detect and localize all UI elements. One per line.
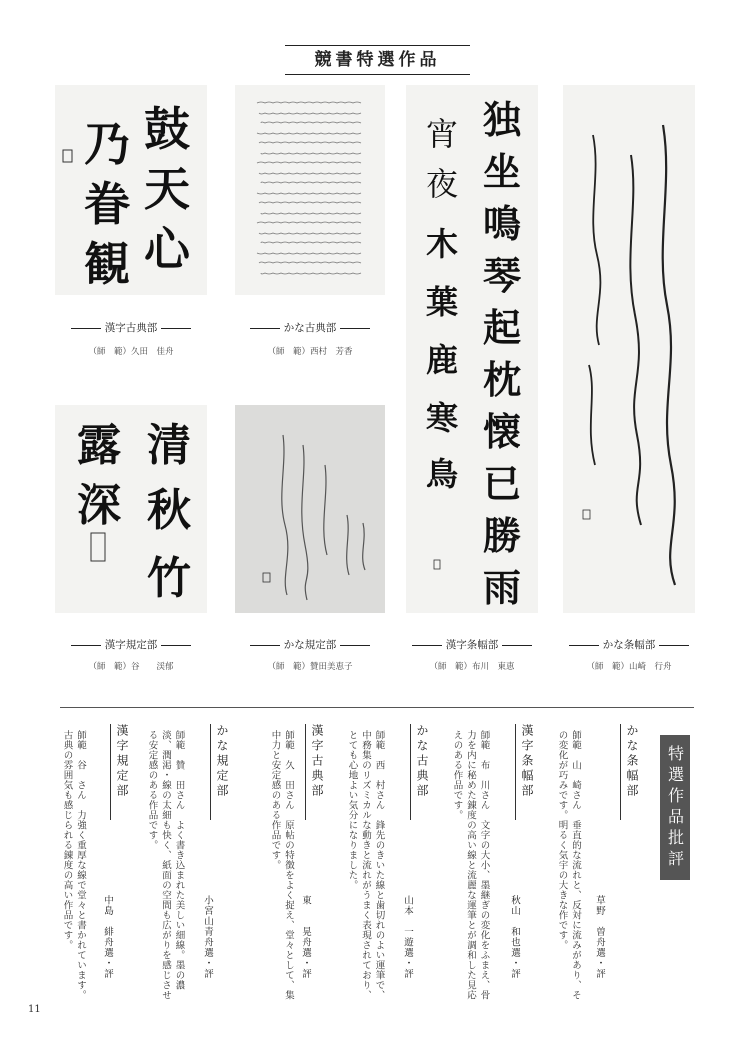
category-label: 漢字古典部 (55, 320, 207, 336)
calligraphy-char: 琴 (482, 253, 522, 298)
calligraphy-char: 眷 (84, 177, 130, 231)
calligraphy-char: 夜 (425, 165, 459, 203)
brush-stroke (324, 465, 327, 555)
kana-text-line (261, 153, 361, 154)
category-label: かな古典部 (235, 320, 385, 336)
seal-stamp (434, 560, 440, 569)
teacher-name: （師 範）布川 東恵 (429, 662, 515, 672)
teacher-name: （師 範）久田 佳舟 (88, 347, 174, 357)
critique-signature: 秋山 和也選・評 (509, 895, 520, 979)
seal-stamp (583, 510, 590, 519)
critique-body: 師範 布 川さん 文字の大小、墨継ぎの変化をふまえ、骨力を内に秘めた錬度の高い線と流麗な運筆とが調和した見応えのある作品です。 (451, 730, 490, 1000)
page-title: 競書特選作品 (314, 50, 441, 70)
calligraphy-char: 観 (84, 237, 130, 291)
calligraphy-char: 葉 (425, 283, 459, 321)
critique-signature: 小宮山青舟選・評 (202, 895, 213, 979)
seal-stamp (263, 573, 270, 582)
critique-body: 師範 贊 田さん よく書き込まれた美しい細線。墨の濃淡、潤渇・線の太細も快く、紙面の空間も広がりを感じさせる安定感のある作品です。 (146, 730, 185, 1000)
critique-dept: かな条幅部 (620, 724, 641, 820)
kana-text-line (261, 122, 361, 123)
brush-stroke (630, 155, 641, 525)
critique-dept: かな規定部 (210, 724, 231, 820)
page-number: 11 (28, 1004, 41, 1015)
calligraphy-char: 心 (144, 222, 190, 276)
artwork-kana-joufuku (563, 85, 695, 613)
calligraphy-char: 乃 (84, 117, 130, 171)
calligraphy-char: 露 (77, 420, 121, 471)
critique-body: 師範 久 田さん 原帖の特徴をよく捉え、堂々として、集中力と安定感のある作品です。 (269, 730, 294, 1000)
critique-body: 師範 山 崎さん 垂直的な流れと、反対に流みがあり、その変化が巧みです。明るく気宇の大きな作です。 (556, 730, 581, 1000)
kana-text-line (261, 182, 361, 183)
calligraphy-char: 雨 (482, 565, 522, 610)
teacher-name: （師 範）西村 芳香 (267, 347, 353, 357)
kana-text-line (261, 213, 361, 214)
calligraphy-char: 枕 (482, 357, 522, 402)
brush-stroke (663, 125, 675, 585)
critique-heading-badge (660, 735, 690, 880)
critique-signature: 草野 曽舟選・評 (594, 895, 605, 979)
calligraphy-char: 竹 (147, 553, 191, 604)
brush-stroke (593, 135, 600, 345)
calligraphy-char: 深 (77, 480, 121, 531)
kana-text-line (261, 242, 361, 243)
brush-stroke (347, 515, 349, 575)
calligraphy-char: 起 (482, 305, 522, 350)
section-divider (60, 707, 694, 708)
artwork-kanji-kitei (55, 405, 207, 613)
artwork-kanji-koten (55, 85, 207, 295)
kana-text-line (259, 262, 361, 263)
calligraphy-char: 勝 (482, 513, 522, 558)
brush-stroke (282, 435, 288, 595)
kana-text-line (257, 253, 361, 254)
brush-stroke (363, 523, 365, 570)
critique-signature: 中島 緋舟選・評 (102, 895, 113, 979)
teacher-name: （師 範）贊田美恵子 (267, 662, 353, 672)
kana-text-line (259, 113, 361, 114)
brush-stroke (589, 365, 595, 465)
kana-text-line (257, 162, 361, 163)
kana-text-line (259, 202, 361, 203)
brush-stroke (302, 445, 308, 600)
critique-dept: 漢字条幅部 (515, 724, 536, 820)
artwork-kana-kitei (235, 405, 385, 613)
kana-text-line (259, 173, 361, 174)
category-label: 漢字条幅部 (399, 637, 545, 653)
kana-text-line (259, 142, 361, 143)
category-label: かな規定部 (235, 637, 385, 653)
critique-signature: 山本 一遊選・評 (402, 895, 413, 979)
calligraphy-char: 秋 (147, 485, 191, 536)
kana-text-line (257, 193, 361, 194)
calligraphy-char: 天 (144, 162, 190, 216)
critique-dept: かな古典部 (410, 724, 431, 820)
calligraphy-char: 鳴 (482, 201, 522, 246)
calligraphy-char: 懐 (482, 409, 522, 454)
calligraphy-char: 木 (425, 225, 459, 263)
critique-body: 師範 西 村さん 鋒先のきいた線と歯切れのよい運筆で、中務集のリズミカルな動きと流れがうまく表現されており、とても心地よい気分になりました。 (346, 730, 385, 1000)
calligraphy-char: 清 (147, 420, 191, 471)
critique-signature: 東 晃舟選・評 (300, 895, 311, 979)
artwork-kana-koten (235, 85, 385, 295)
kana-text-line (259, 233, 361, 234)
kana-text-line (257, 102, 361, 103)
critique-body: 師範 谷 さん 力強く重厚な線で堂々と書かれています。古典の雰囲気も感じられる錬度の高い作品です。 (61, 730, 86, 1000)
calligraphy-char: 独 (482, 97, 522, 142)
artwork-kanji-joufuku (406, 85, 538, 613)
calligraphy-char: 寒 (425, 399, 459, 437)
calligraphy-char: 已 (482, 461, 522, 506)
kana-text-line (257, 133, 361, 134)
calligraphy-char: 鹿 (425, 341, 459, 379)
seal-stamp (63, 150, 72, 162)
critique-dept: 漢字規定部 (110, 724, 131, 820)
critique-heading: 特選作品批評 (665, 744, 685, 871)
calligraphy-char: 鼓 (144, 102, 190, 156)
calligraphy-char: 宵 (425, 115, 459, 153)
teacher-name: （師 範）山崎 行舟 (586, 662, 672, 672)
category-label: 漢字規定部 (55, 637, 207, 653)
calligraphy-char: 鳥 (425, 455, 459, 493)
critique-dept: 漢字古典部 (305, 724, 326, 820)
teacher-name: （師 範）谷 渓郁 (88, 662, 174, 672)
page-header (285, 45, 470, 75)
calligraphy-char: 坐 (482, 149, 522, 194)
seal-stamp (91, 533, 105, 561)
kana-text-line (257, 222, 361, 223)
category-label: かな条幅部 (556, 637, 702, 653)
kana-text-line (261, 273, 361, 274)
